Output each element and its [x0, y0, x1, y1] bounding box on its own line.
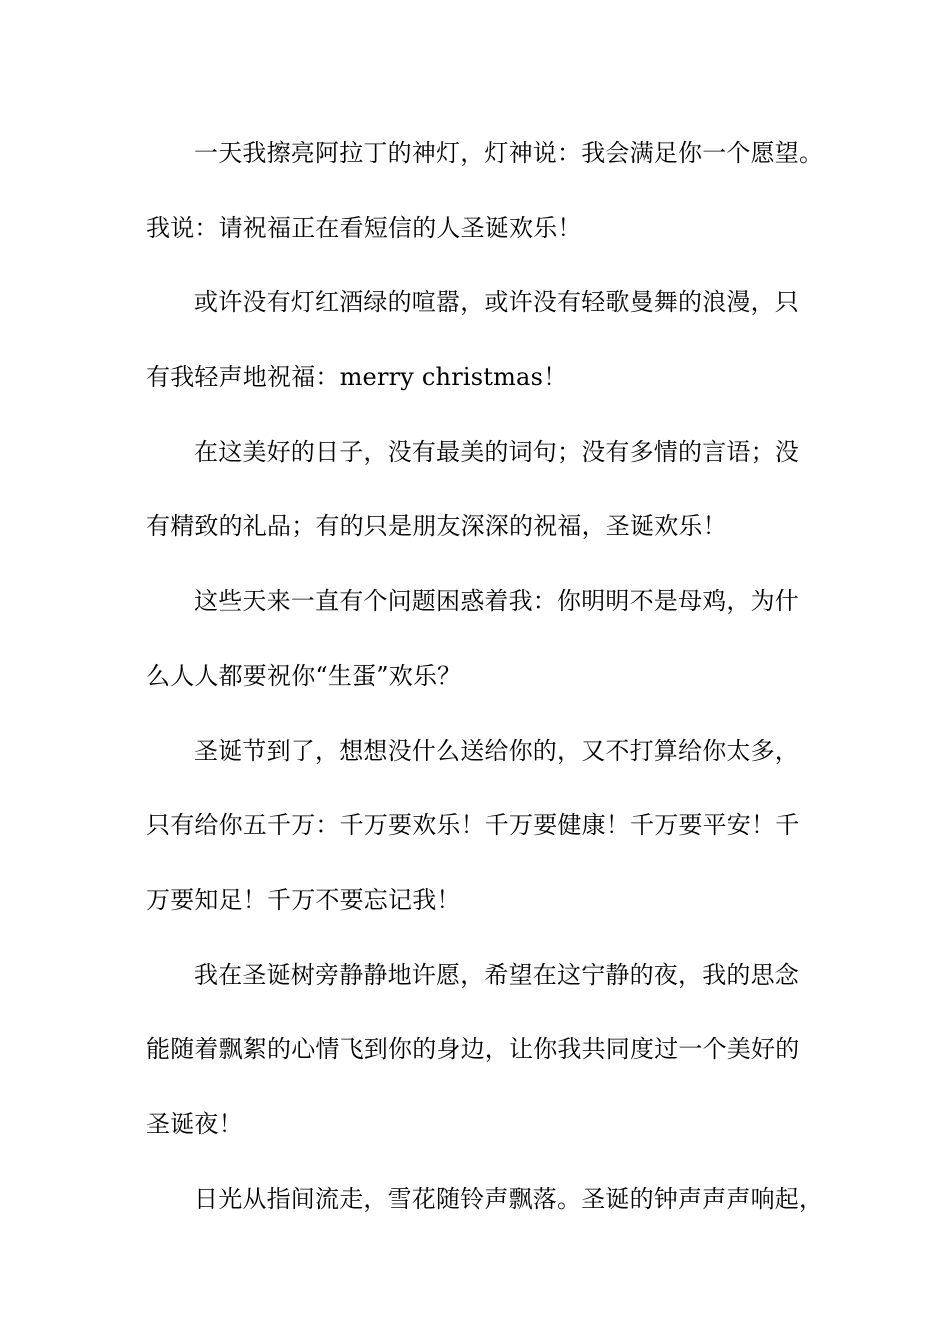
paragraph-3-line-2: 有精致的礼品；有的只是朋友深深的祝福，圣诞欢乐！ — [146, 512, 727, 541]
paragraph-7-line-1: 日光从指间流走，雪花随铃声飘落。圣诞的钟声声声响起， — [194, 1184, 824, 1213]
paragraph-6-line-3: 圣诞夜！ — [146, 1109, 243, 1138]
paragraph-2-line-2: 有我轻声地祝福：merry christmas！ — [146, 363, 568, 392]
paragraph-6-line-2: 能随着飘絮的心情飞到你的身边，让你我共同度过一个美好的 — [146, 1035, 800, 1064]
paragraph-4-line-2: 么人人都要祝你“生蛋”欢乐？ — [146, 661, 462, 690]
paragraph-4-line-1: 这些天来一直有个问题困惑着我：你明明不是母鸡，为什 — [194, 587, 799, 616]
document-body — [146, 129, 824, 1249]
paragraph-1-line-1: 一天我擦亮阿拉丁的神灯，灯神说：我会满足你一个愿望。 — [194, 139, 824, 167]
paragraph-2-line-1: 或许没有灯红酒绿的喧嚣，或许没有轻歌曼舞的浪漫，只 — [194, 288, 799, 317]
paragraph-5-line-2: 只有给你五千万：千万要欢乐！千万要健康！千万要平安！千 — [146, 811, 800, 840]
paragraph-3-line-1: 在这美好的日子，没有最美的词句；没有多情的言语；没 — [194, 437, 799, 466]
paragraph-6-line-1: 我在圣诞树旁静静地许愿，希望在这宁静的夜，我的思念 — [194, 960, 799, 989]
paragraph-5-line-1: 圣诞节到了，想想没什么送给你的，又不打算给你太多， — [194, 736, 799, 765]
paragraph-5-line-3: 万要知足！千万不要忘记我！ — [146, 885, 461, 914]
paragraph-1-line-2: 我说：请祝福正在看短信的人圣诞欢乐！ — [146, 213, 582, 242]
